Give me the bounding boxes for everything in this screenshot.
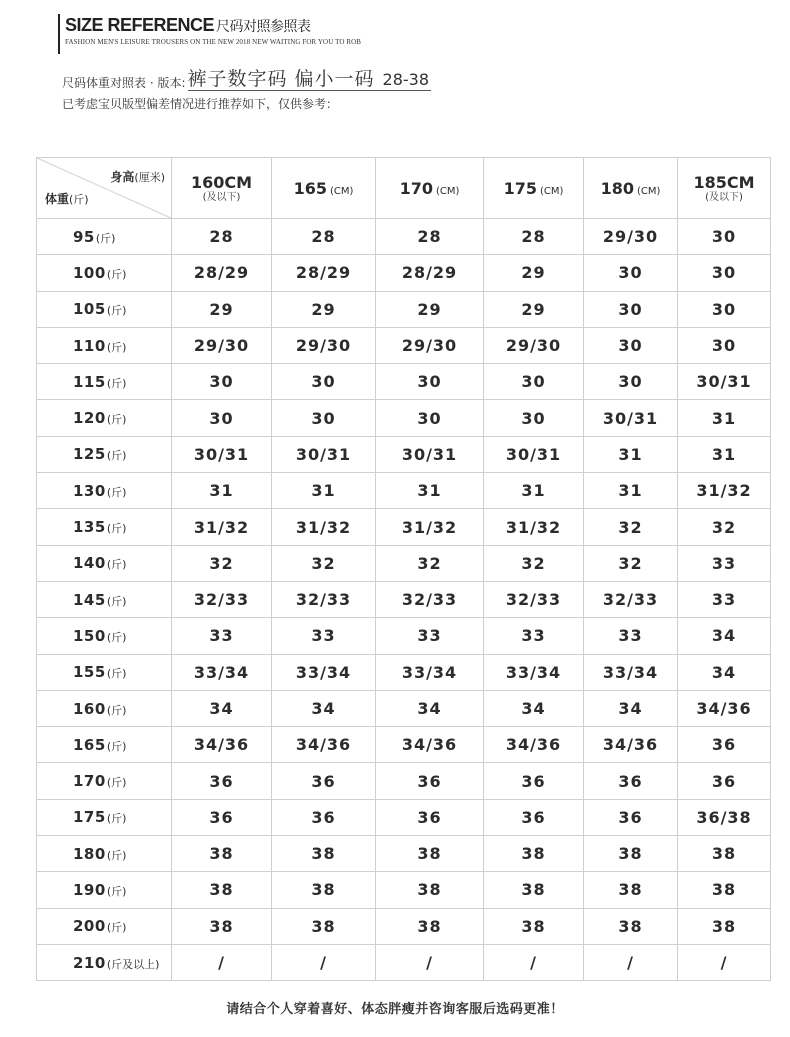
size-cell: 31: [376, 473, 484, 509]
weight-unit: (斤及以上): [106, 957, 160, 971]
size-cell: 32: [376, 545, 484, 581]
weight-cell: [37, 545, 172, 581]
size-cell: 38: [484, 908, 584, 944]
size-cell: 32: [172, 545, 272, 581]
size-cell: 32/33: [376, 581, 484, 617]
size-cell: 28: [376, 219, 484, 255]
column-height: 170: [399, 178, 433, 198]
size-cell: 28/29: [172, 255, 272, 291]
size-cell: 33: [678, 545, 771, 581]
weight-unit: (斤): [106, 848, 127, 862]
size-cell: 33: [172, 618, 272, 654]
size-cell: 33: [272, 618, 376, 654]
weight-value: 210: [73, 953, 106, 972]
weight-unit: (斤): [106, 267, 127, 281]
size-cell: 30: [678, 327, 771, 363]
weight-value: 200: [73, 917, 106, 936]
weight-cell: [37, 618, 172, 654]
size-cell: 34: [484, 690, 584, 726]
weight-unit: (斤): [106, 376, 127, 390]
size-cell: 31/32: [172, 509, 272, 545]
version-range: 28-38: [382, 70, 430, 89]
weight-cell: [37, 836, 172, 872]
table-row: [37, 654, 771, 690]
size-cell: 33/34: [484, 654, 584, 690]
table-row: [37, 509, 771, 545]
size-table: [36, 157, 771, 981]
table-row: [37, 219, 771, 255]
size-cell: 36: [584, 799, 678, 835]
size-cell: 30: [172, 400, 272, 436]
size-cell: 31: [484, 473, 584, 509]
column-header: [376, 158, 484, 219]
weight-value: 115: [73, 372, 106, 391]
size-cell: 36: [272, 799, 376, 835]
title-en: SIZE REFERENCE: [65, 15, 215, 35]
size-cell: 29/30: [376, 327, 484, 363]
column-height: 165: [293, 178, 327, 198]
size-cell: 31/32: [376, 509, 484, 545]
size-cell: 32: [272, 545, 376, 581]
weight-value: 170: [73, 772, 106, 791]
weight-cell: [37, 727, 172, 763]
weight-cell: [37, 799, 172, 835]
size-cell: 36: [172, 763, 272, 799]
size-cell: 34/36: [678, 690, 771, 726]
size-cell: 36: [172, 799, 272, 835]
weight-value: 140: [73, 554, 106, 573]
size-cell: 30/31: [484, 436, 584, 472]
size-cell: 33/34: [584, 654, 678, 690]
size-cell: 30: [272, 364, 376, 400]
table-body: [37, 219, 771, 981]
size-cell: 38: [376, 836, 484, 872]
size-cell: 30/31: [376, 436, 484, 472]
size-cell: 29/30: [584, 219, 678, 255]
size-cell: 38: [678, 836, 771, 872]
size-cell: 34: [678, 618, 771, 654]
size-cell: 31: [272, 473, 376, 509]
size-cell: 30: [376, 400, 484, 436]
column-height: 160CM: [190, 172, 253, 192]
size-cell: 33/34: [376, 654, 484, 690]
weight-value: 100: [73, 263, 106, 282]
version-value-wrap: [188, 68, 432, 91]
recommendation-note: 已考虑宝贝版型偏差情况进行推荐如下，仅供参考：: [62, 97, 339, 111]
size-cell: 29: [272, 291, 376, 327]
size-cell: 28: [272, 219, 376, 255]
size-cell: 30: [484, 400, 584, 436]
size-cell: 38: [272, 872, 376, 908]
table-row: [37, 400, 771, 436]
size-cell: 32: [584, 545, 678, 581]
weight-unit: (斤): [106, 884, 127, 898]
weight-cell: [37, 255, 172, 291]
weight-label: 体重: [45, 192, 70, 206]
size-cell: 38: [172, 908, 272, 944]
weight-unit: (斤): [106, 522, 127, 536]
size-cell: 34/36: [376, 727, 484, 763]
weight-unit: (斤): [106, 449, 127, 463]
weight-unit: (斤): [106, 340, 127, 354]
size-cell: 34/36: [484, 727, 584, 763]
size-cell: 34/36: [584, 727, 678, 763]
size-cell: 30/31: [678, 364, 771, 400]
weight-unit: (斤): [106, 739, 127, 753]
size-cell: 30/31: [584, 400, 678, 436]
weight-unit: (斤): [106, 630, 127, 644]
weight-cell: [37, 944, 172, 980]
weight-unit: (斤): [106, 921, 127, 935]
size-cell: 33: [484, 618, 584, 654]
column-header: [172, 158, 272, 219]
column-header: [272, 158, 376, 219]
table-row: [37, 581, 771, 617]
size-cell: 38: [678, 872, 771, 908]
size-cell: 38: [376, 872, 484, 908]
table-row: [37, 836, 771, 872]
table-row: [37, 618, 771, 654]
weight-value: 165: [73, 735, 106, 754]
column-unit: (CM): [329, 185, 354, 197]
size-cell: 29/30: [484, 327, 584, 363]
size-cell: 30: [272, 400, 376, 436]
size-cell: 32: [484, 545, 584, 581]
weight-cell: [37, 327, 172, 363]
weight-value: 190: [73, 880, 106, 899]
size-cell: 31: [678, 436, 771, 472]
table-row: [37, 763, 771, 799]
size-cell: 31/32: [272, 509, 376, 545]
weight-cell: [37, 872, 172, 908]
size-cell: /: [678, 944, 771, 980]
size-cell: 28/29: [376, 255, 484, 291]
size-cell: 29: [484, 255, 584, 291]
size-cell: /: [172, 944, 272, 980]
table-row: [37, 364, 771, 400]
size-cell: 34: [678, 654, 771, 690]
weight-unit: (斤): [106, 776, 127, 790]
size-cell: 33/34: [172, 654, 272, 690]
weight-unit: (斤): [106, 413, 127, 427]
size-cell: 32: [678, 509, 771, 545]
size-cell: /: [584, 944, 678, 980]
size-cell: 38: [484, 872, 584, 908]
corner-cell: [37, 158, 172, 219]
size-cell: 30: [584, 291, 678, 327]
height-unit: (厘米): [134, 171, 165, 184]
size-cell: 38: [376, 908, 484, 944]
size-cell: 38: [678, 908, 771, 944]
weight-cell: [37, 654, 172, 690]
weight-value: 135: [73, 518, 106, 537]
weight-unit: (斤): [106, 485, 127, 499]
size-cell: 33: [678, 581, 771, 617]
column-qualifier: (及以下): [202, 191, 241, 203]
size-cell: 30: [584, 255, 678, 291]
size-cell: 32/33: [484, 581, 584, 617]
column-height: 175: [503, 178, 537, 198]
size-cell: 29: [484, 291, 584, 327]
column-qualifier: (及以下): [705, 191, 743, 203]
size-cell: 36: [678, 727, 771, 763]
weight-unit: (斤): [106, 703, 127, 717]
size-cell: 31: [678, 400, 771, 436]
weight-cell: [37, 400, 172, 436]
table-row: [37, 872, 771, 908]
column-header: [484, 158, 584, 219]
size-cell: 38: [584, 836, 678, 872]
table-row: [37, 944, 771, 980]
size-cell: 28: [172, 219, 272, 255]
size-cell: /: [272, 944, 376, 980]
weight-value: 120: [73, 409, 106, 428]
table-row: [37, 291, 771, 327]
size-cell: 36: [376, 763, 484, 799]
column-unit: (CM): [435, 185, 460, 197]
version-line: [62, 64, 431, 91]
size-cell: 36: [678, 763, 771, 799]
weight-cell: [37, 690, 172, 726]
version-value: 裤子数字码 偏小一码: [187, 68, 375, 90]
weight-unit: (斤): [106, 594, 127, 608]
weight-unit: (斤): [69, 193, 89, 206]
size-cell: /: [484, 944, 584, 980]
size-cell: 30: [172, 364, 272, 400]
weight-value: 145: [73, 590, 106, 609]
size-cell: 38: [172, 836, 272, 872]
size-cell: 28: [484, 219, 584, 255]
size-cell: 36: [272, 763, 376, 799]
column-unit: (CM): [636, 185, 661, 197]
size-cell: 36: [484, 799, 584, 835]
weight-axis-label: [45, 190, 89, 207]
size-cell: 32/33: [172, 581, 272, 617]
size-cell: 38: [272, 836, 376, 872]
version-label: 尺码体重对照表 · 版本:: [62, 76, 186, 90]
size-cell: 31: [584, 473, 678, 509]
height-label: 身高: [110, 170, 135, 184]
weight-cell: [37, 509, 172, 545]
table-row: [37, 255, 771, 291]
size-cell: 38: [584, 908, 678, 944]
column-height: 185CM: [693, 172, 755, 192]
weight-unit: (斤): [106, 812, 127, 826]
weight-cell: [37, 908, 172, 944]
table-row: [37, 799, 771, 835]
size-cell: 30: [584, 327, 678, 363]
weight-value: 105: [73, 300, 106, 319]
weight-value: 110: [73, 336, 106, 355]
size-cell: 31: [172, 473, 272, 509]
weight-cell: [37, 364, 172, 400]
weight-unit: (斤): [95, 231, 116, 245]
column-unit: (CM): [539, 185, 564, 197]
size-cell: 30: [584, 364, 678, 400]
size-cell: 30: [678, 255, 771, 291]
weight-cell: [37, 436, 172, 472]
weight-value: 95: [73, 227, 95, 246]
table-row: [37, 690, 771, 726]
column-height: 180: [600, 178, 634, 198]
weight-value: 130: [73, 481, 106, 500]
size-cell: 32: [584, 509, 678, 545]
page-subtitle: FASHION MEN'S LEISURE TROUSERS ON THE NEW 2018 NEW WAITING FOR YOU TO ROB: [65, 38, 362, 46]
size-cell: 31: [584, 436, 678, 472]
weight-value: 150: [73, 626, 106, 645]
size-cell: 30/31: [272, 436, 376, 472]
size-cell: 34: [584, 690, 678, 726]
size-cell: 36/38: [678, 799, 771, 835]
column-header: [678, 158, 771, 219]
size-cell: 38: [584, 872, 678, 908]
size-cell: 28/29: [272, 255, 376, 291]
weight-cell: [37, 763, 172, 799]
weight-cell: [37, 291, 172, 327]
size-cell: 38: [484, 836, 584, 872]
size-cell: 29/30: [172, 327, 272, 363]
size-cell: 30: [484, 364, 584, 400]
page-title: [65, 14, 370, 38]
column-header: [584, 158, 678, 219]
size-cell: 36: [376, 799, 484, 835]
size-cell: 36: [584, 763, 678, 799]
table-row: [37, 727, 771, 763]
size-cell: 30: [678, 291, 771, 327]
size-cell: 31/32: [484, 509, 584, 545]
table-row: [37, 545, 771, 581]
weight-cell: [37, 219, 172, 255]
size-cell: 38: [272, 908, 376, 944]
weight-value: 125: [73, 445, 106, 464]
size-cell: /: [376, 944, 484, 980]
size-cell: 32/33: [272, 581, 376, 617]
title-cn: 尺码对照参照表: [216, 19, 311, 35]
size-cell: 29/30: [272, 327, 376, 363]
size-cell: 31/32: [678, 473, 771, 509]
weight-cell: [37, 473, 172, 509]
weight-unit: (斤): [106, 558, 127, 572]
weight-unit: (斤): [106, 667, 127, 681]
table-row: [37, 327, 771, 363]
size-cell: 33: [376, 618, 484, 654]
size-cell: 30: [678, 219, 771, 255]
diagonal-divider: [37, 158, 171, 218]
size-cell: 34: [272, 690, 376, 726]
weight-value: 155: [73, 663, 106, 682]
size-cell: 32/33: [584, 581, 678, 617]
weight-value: 160: [73, 699, 106, 718]
size-cell: 29: [376, 291, 484, 327]
header-row: [37, 158, 771, 219]
size-cell: 36: [484, 763, 584, 799]
size-cell: 38: [172, 872, 272, 908]
size-cell: 34: [376, 690, 484, 726]
size-cell: 33/34: [272, 654, 376, 690]
size-cell: 29: [172, 291, 272, 327]
size-cell: 30: [376, 364, 484, 400]
size-cell: 33: [584, 618, 678, 654]
size-cell: 34/36: [172, 727, 272, 763]
weight-unit: (斤): [106, 304, 127, 318]
height-axis-label: [110, 168, 165, 185]
size-cell: 34: [172, 690, 272, 726]
header: [58, 14, 370, 54]
footer-note: 请结合个人穿着喜好、体态胖瘦并咨询客服后选码更准！: [226, 1002, 564, 1017]
table-row: [37, 436, 771, 472]
size-cell: 34/36: [272, 727, 376, 763]
weight-cell: [37, 581, 172, 617]
weight-value: 180: [73, 844, 106, 863]
size-cell: 30/31: [172, 436, 272, 472]
weight-value: 175: [73, 808, 106, 827]
table-row: [37, 473, 771, 509]
table-row: [37, 908, 771, 944]
